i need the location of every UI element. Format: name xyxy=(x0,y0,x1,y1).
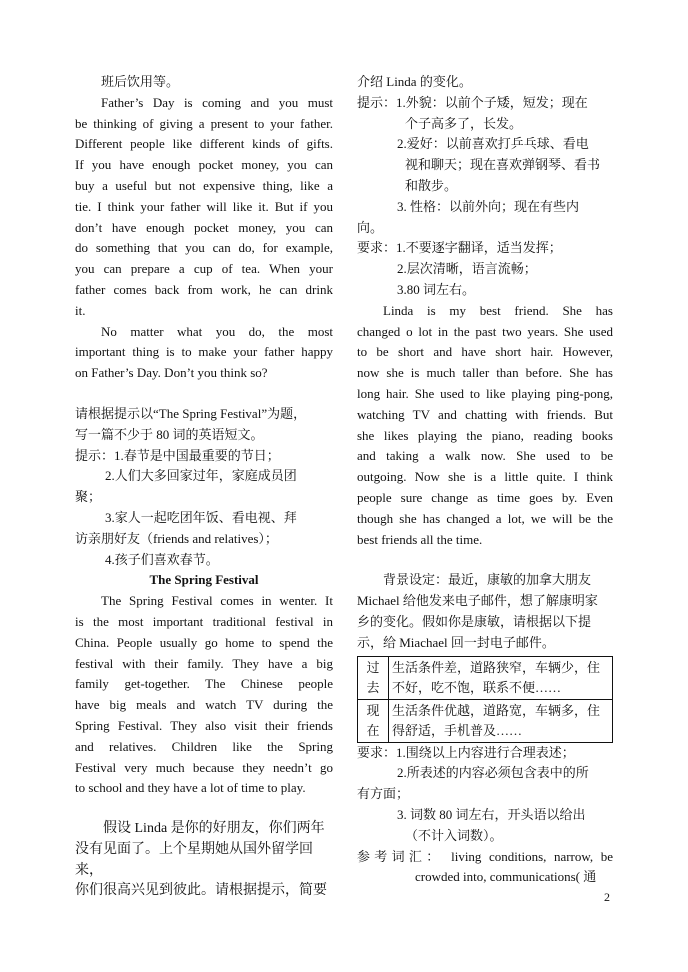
text-line: outgoing. Now she is a little quite. I think xyxy=(357,469,613,485)
text-line: 和散步。 xyxy=(405,177,458,193)
text-line: crowded into, communications( 通 xyxy=(415,869,597,885)
text-line: 背景设定：最近，康敏的加拿大朋友 xyxy=(383,572,592,588)
text-line: to be short and have short hair. However, xyxy=(357,344,613,360)
text-line: 假设 Linda 是你的好朋友，你们两年 xyxy=(103,821,325,837)
text-line: have big meals and watch TV during the xyxy=(75,697,333,713)
text-line: 2.层次清晰，语言流畅； xyxy=(397,261,537,277)
text-line: Linda is my best friend. She has xyxy=(383,302,613,318)
text-line: and relatives. Children like the Spring xyxy=(75,738,333,754)
text-line: 参考词汇： living conditions, narrow, be xyxy=(357,848,613,864)
text-line: Michael 给他发来电子邮件，想了解康明家 xyxy=(357,593,598,609)
vocab-label: 参考词汇： xyxy=(357,848,444,864)
text-line: festival with their family. They have a big xyxy=(75,655,333,671)
text-line: people sure change as time goes by. Even xyxy=(357,489,613,505)
table-value-past: 生活条件差，道路狭窄，车辆少，住不好，吃不饱，联系不便…… xyxy=(389,656,613,699)
task-linda xyxy=(75,819,333,902)
requirement-label: 要求： xyxy=(357,744,397,760)
text-line: family get-together. The Chinese people xyxy=(75,676,333,692)
text-line: No matter what you do, the most xyxy=(101,323,333,339)
text-line: The Spring Festival comes in wenter. It xyxy=(101,593,333,609)
text-line: she likes playing the piano, reading books xyxy=(357,427,613,443)
task-michael-email xyxy=(357,570,613,653)
text-line: now she is much taller than before. She has xyxy=(357,365,613,381)
text-line: （不计入词数）。 xyxy=(405,827,503,843)
text-line: Father’s Day is coming and you must xyxy=(101,94,333,110)
task-spring-festival xyxy=(75,404,333,570)
text-line: tie. I think your father will like it. But if you xyxy=(75,198,333,214)
text-line: 班后饮用等。 xyxy=(101,74,180,89)
text-line: 要求：1.不要逐字翻译，适当发挥； xyxy=(357,240,562,256)
text-line: you can prepare a cup of tea. When your xyxy=(75,261,333,277)
text-line: 没有见面了。上个星期她从国外留学回来， xyxy=(75,841,313,878)
text-line: father comes back from work, he can drink xyxy=(75,281,333,297)
text-line: 向。 xyxy=(357,219,384,235)
text-line: don’t have enough pocket money, you can xyxy=(75,219,333,235)
hint-label: 提示： xyxy=(75,447,115,463)
text-line: 提示：1.外貌：以前个子矮，短发；现在 xyxy=(357,94,588,110)
text-line: 聚； xyxy=(75,489,102,505)
text-line: be thinking of giving a present to your father. xyxy=(75,115,333,131)
text-line: though she has changed a lot, we will be the xyxy=(357,510,613,526)
text-line: do something that you can do, for example, xyxy=(75,240,333,256)
table-row xyxy=(358,656,613,699)
text-line: buy a useful but not expensive thing, like a xyxy=(75,177,333,193)
text-line: Festival very much because they needn’t go xyxy=(75,759,333,775)
text-line: 2.所表述的内容必须包含表中的所 xyxy=(397,765,589,781)
text-line: 2.人们大多回家过年，家庭成员团 xyxy=(105,468,297,484)
text-line: 视和聊天；现在喜欢弹钢琴、看书 xyxy=(405,157,601,173)
text-line: Spring Festival. They also visit their friends xyxy=(75,717,333,733)
text-line: 访亲朋好友（friends and relatives）； xyxy=(75,530,278,546)
comparison-table xyxy=(357,656,613,743)
text-line: 要求：1.围绕以上内容进行合理表述； xyxy=(357,744,575,760)
text-line: 3.80 词左右。 xyxy=(397,281,476,297)
essay-linda xyxy=(357,301,613,551)
left-column xyxy=(75,72,333,902)
text-line: to school and they have a lot of time to play. xyxy=(75,780,306,796)
text-line: long hair. She used to like playing ping-pong, xyxy=(357,385,613,401)
text-line: 有方面； xyxy=(357,786,410,802)
essay-title: The Spring Festival xyxy=(149,572,259,588)
text-line: 示，给 Miachael 回一封电子邮件。 xyxy=(357,634,555,650)
essay-spring-festival xyxy=(75,591,333,799)
text-line: 4.孩子们喜欢春节。 xyxy=(105,551,219,567)
text-line: If you have enough pocket money, you can xyxy=(75,157,333,173)
text-line: 写一篇不少于 80 词的英语短文。 xyxy=(75,426,264,442)
text-line: 3. 词数 80 词左右，开头语以给出 xyxy=(397,806,586,822)
table-key-now: 现在 xyxy=(358,699,389,742)
text-line: is the most important traditional festival in xyxy=(75,613,333,629)
text-line: changed o lot in the past two years. She used xyxy=(357,323,613,339)
table-row xyxy=(358,699,613,742)
hint-label: 提示： xyxy=(357,94,397,110)
text-line: 提示：1.春节是中国最重要的节日； xyxy=(75,447,280,463)
passage-fathers-day xyxy=(75,93,333,384)
text-line: watching TV and chatting with friends. But xyxy=(357,406,613,422)
text-line: on Father’s Day. Don’t you think so? xyxy=(75,365,268,381)
text-line: 你们很高兴见到彼此。请根据提示，简要 xyxy=(75,883,327,899)
text-line: 个子高多了，长发。 xyxy=(405,115,523,131)
text-line: 介绍 Linda 的变化。 xyxy=(357,74,472,89)
text-line: China. People usually go home to spend the xyxy=(75,634,333,650)
table-value-now: 生活条件优越，道路宽，车辆多，住得舒适，手机普及…… xyxy=(389,699,613,742)
text-line: 请根据提示以“The Spring Festival”为题， xyxy=(75,405,307,421)
text-line: 2.爱好：以前喜欢打乒乓球、看电 xyxy=(397,136,589,152)
page-number: 2 xyxy=(604,890,610,904)
text-line: important thing is to make your father happy xyxy=(75,344,333,360)
table-key-past: 过去 xyxy=(358,656,389,699)
text-line: 乡的变化。假如你是康敏，请根据以下提 xyxy=(357,613,592,629)
text-line: 3.家人一起吃团年饭、看电视、拜 xyxy=(105,509,297,525)
text-line: and taking a walk now. She used to be xyxy=(357,448,613,464)
requirement-label: 要求： xyxy=(357,240,397,256)
text-line: Different people like different kinds of gifts. xyxy=(75,136,333,152)
right-column xyxy=(357,72,613,888)
text-line: 3. 性格：以前外向；现在有些内 xyxy=(397,198,580,214)
text-line: best friends all the time. xyxy=(357,531,483,547)
text-line: it. xyxy=(75,302,86,318)
